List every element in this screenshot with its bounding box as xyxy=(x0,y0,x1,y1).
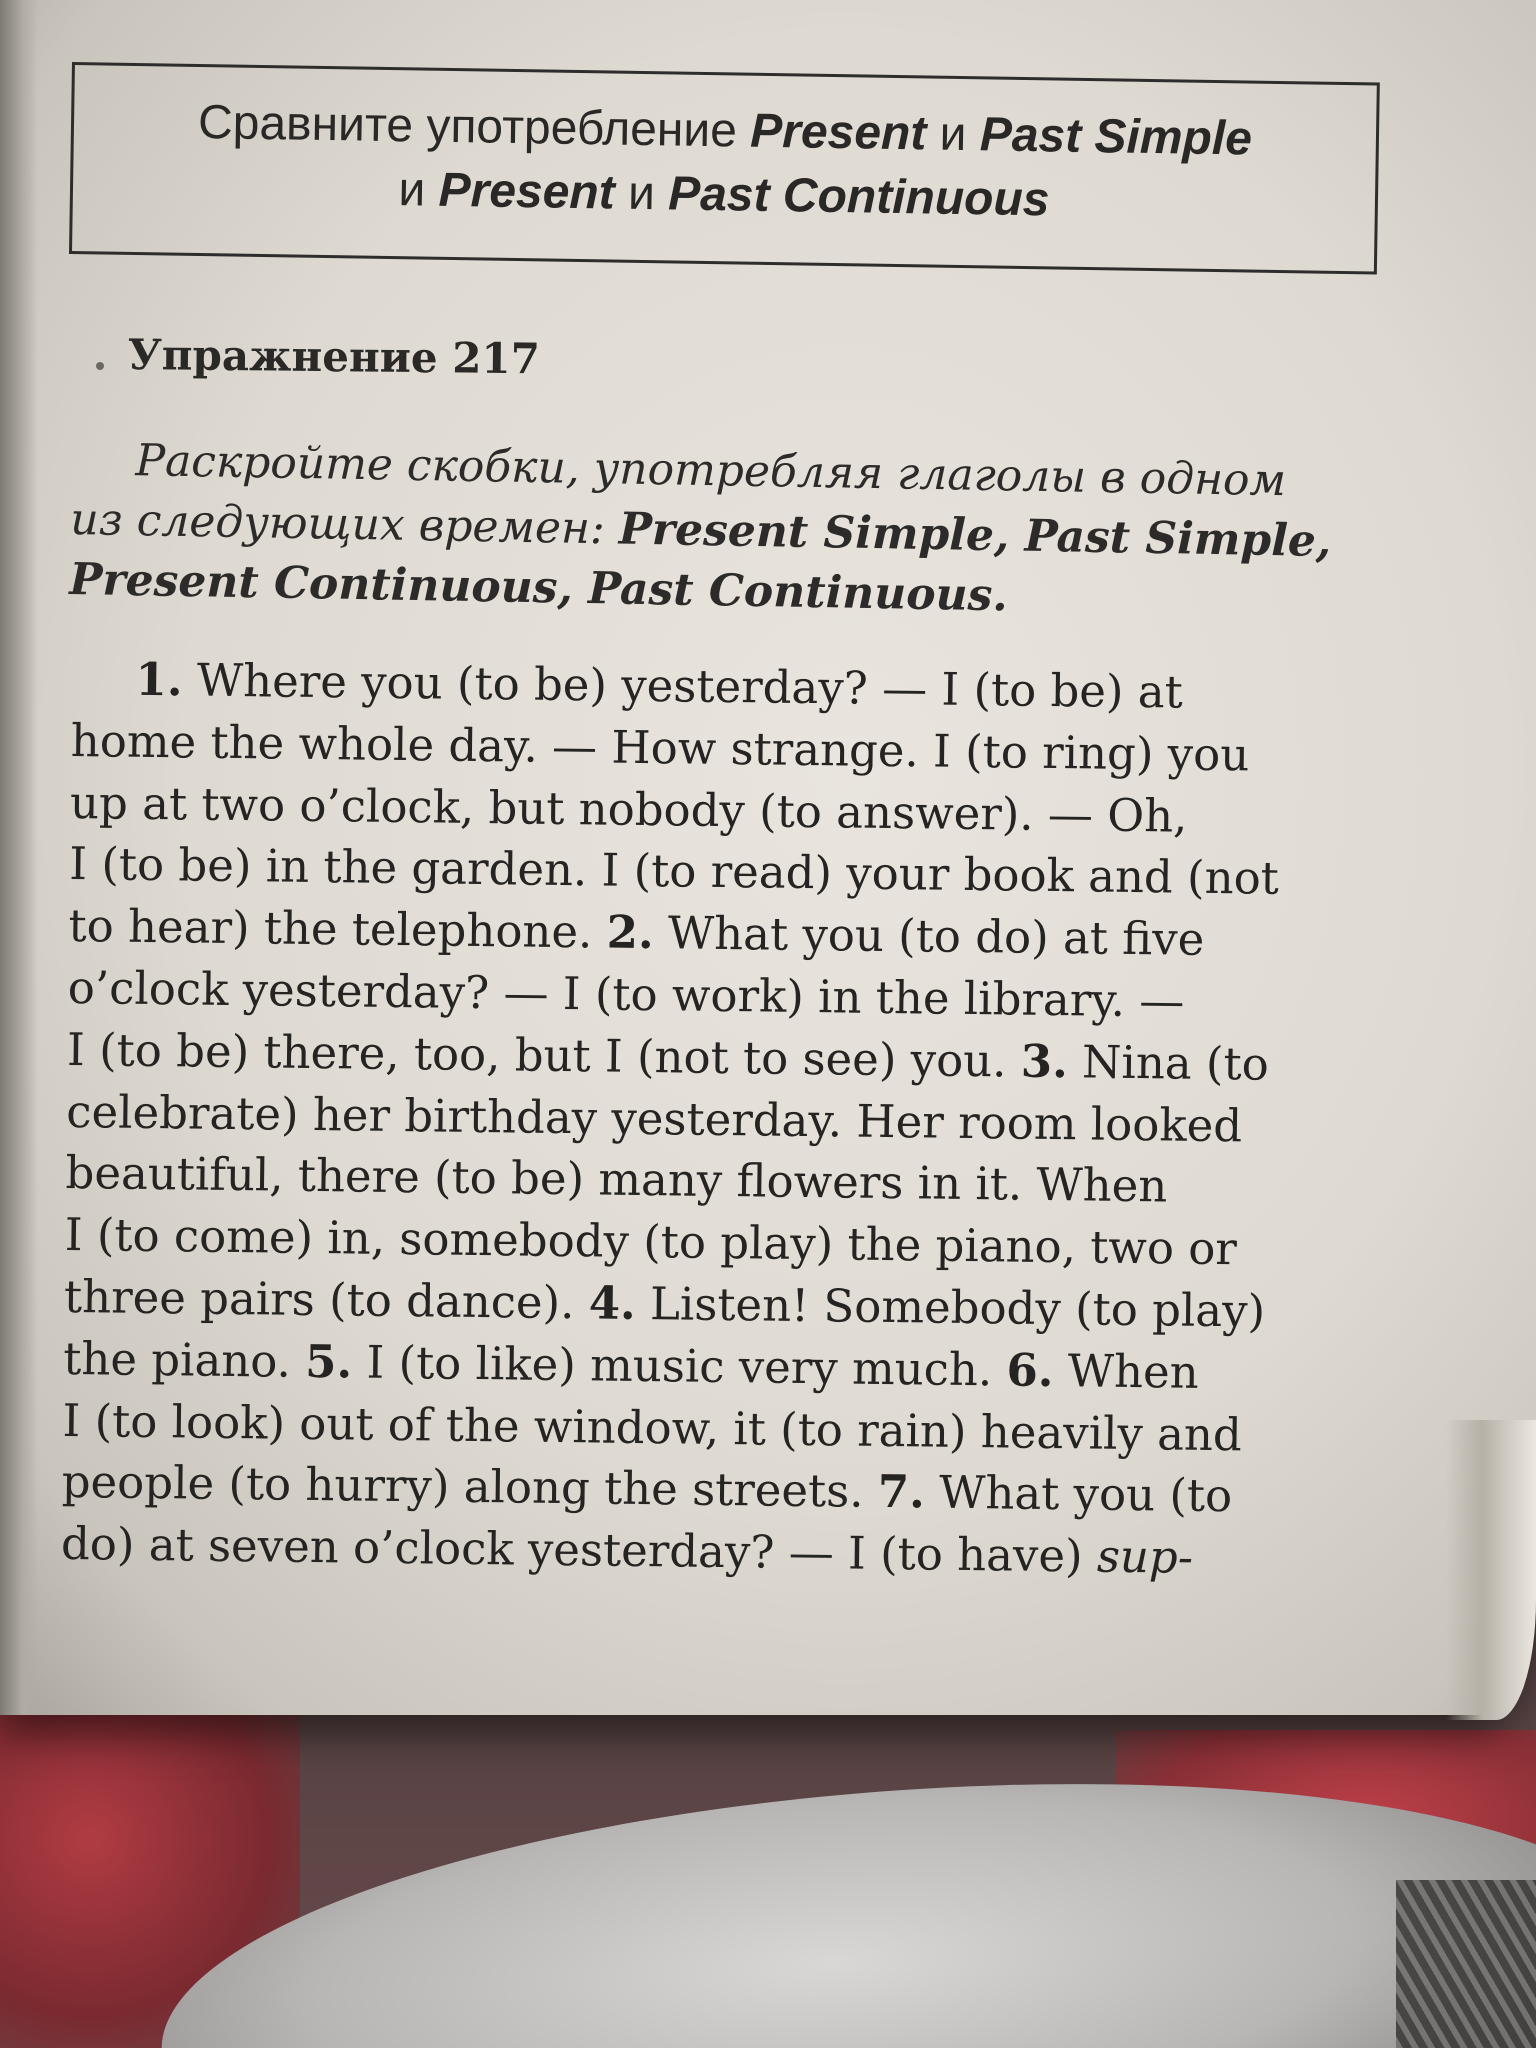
instruction-tenses: Present Simple, Past Simple, xyxy=(618,503,1332,567)
body-text: What you (to do) at five xyxy=(653,906,1205,967)
body-text: What you (to xyxy=(924,1465,1233,1523)
body-line: up at two o’clock, but nobody (to answer). — Oh, xyxy=(69,775,1188,843)
body-line: I (to come) in, somebody (to play) the piano, two or xyxy=(64,1208,1238,1276)
rule-text: и xyxy=(925,107,981,162)
rule-text: Сравните употребление xyxy=(197,95,751,158)
rule-text: и xyxy=(398,163,440,217)
instruction-text: из следующих времен: xyxy=(69,493,620,555)
rule-line-1 xyxy=(74,93,1377,168)
margin-dot xyxy=(96,362,104,370)
instruction-tenses: Present Continuous, Past Continuous. xyxy=(68,553,1009,622)
exercise-instruction xyxy=(69,430,1402,633)
rule-term: Present xyxy=(749,104,927,161)
body-line: o’clock yesterday? — I (to work) in the library. — xyxy=(67,960,1185,1028)
body-text: Where you (to be) yesterday? — I (to be) at xyxy=(182,653,1184,719)
exercise-body xyxy=(61,648,1412,1591)
body-text: to hear) the telephone. xyxy=(68,899,608,959)
body-line: I (to look) out of the window, it (to rain) heavily and xyxy=(62,1393,1243,1461)
page-curl xyxy=(1446,1420,1536,1720)
instruction-line: Раскройте скобки, употребляя глаголы в одном xyxy=(135,435,1287,507)
body-text: When xyxy=(1053,1343,1199,1399)
rule-line-2 xyxy=(73,157,1376,232)
body-text: I (to like) music very much. xyxy=(351,1335,1007,1397)
rule-term: Past Continuous xyxy=(667,167,1050,227)
item-number: 2. xyxy=(606,905,655,960)
body-text: three pairs (to dance). xyxy=(63,1269,590,1330)
item-number: 7. xyxy=(877,1465,926,1519)
body-text: people (to hurry) along the streets. xyxy=(61,1455,879,1519)
body-text: Nina (to xyxy=(1067,1034,1270,1091)
page-gutter-shadow xyxy=(0,0,38,1715)
body-line: home the whole day. — How strange. I (to ring) you xyxy=(70,713,1250,782)
body-text: do) at seven o’clock yesterday? — I (to have) xyxy=(60,1517,1098,1583)
item-number: 6. xyxy=(1006,1343,1054,1397)
body-text: the piano. xyxy=(62,1331,306,1388)
body-line: I (to be) in the garden. I (to read) your book and (not xyxy=(69,837,1280,906)
body-line: beautiful, there (to be) many flowers in it. When xyxy=(65,1146,1168,1213)
body-text: I (to be) there, too, but I (not to see) you. xyxy=(66,1022,1022,1088)
item-number: 1. xyxy=(135,652,183,707)
exercise-title: Упражнение 217 xyxy=(127,330,541,384)
item-number: 4. xyxy=(588,1276,637,1330)
grammar-rule-box xyxy=(69,62,1380,275)
hyphenated-word-fragment: sup- xyxy=(1096,1529,1194,1584)
rule-term: Present xyxy=(438,163,616,220)
item-number: 5. xyxy=(304,1334,353,1389)
body-text: Listen! Somebody (to play) xyxy=(635,1276,1266,1338)
body-line: celebrate) her birthday yesterday. Her room looked xyxy=(66,1084,1243,1152)
rule-term: Past Simple xyxy=(979,108,1253,166)
striped-fabric xyxy=(1396,1880,1536,2048)
item-number: 3. xyxy=(1020,1034,1069,1088)
rule-text: и xyxy=(614,166,669,221)
